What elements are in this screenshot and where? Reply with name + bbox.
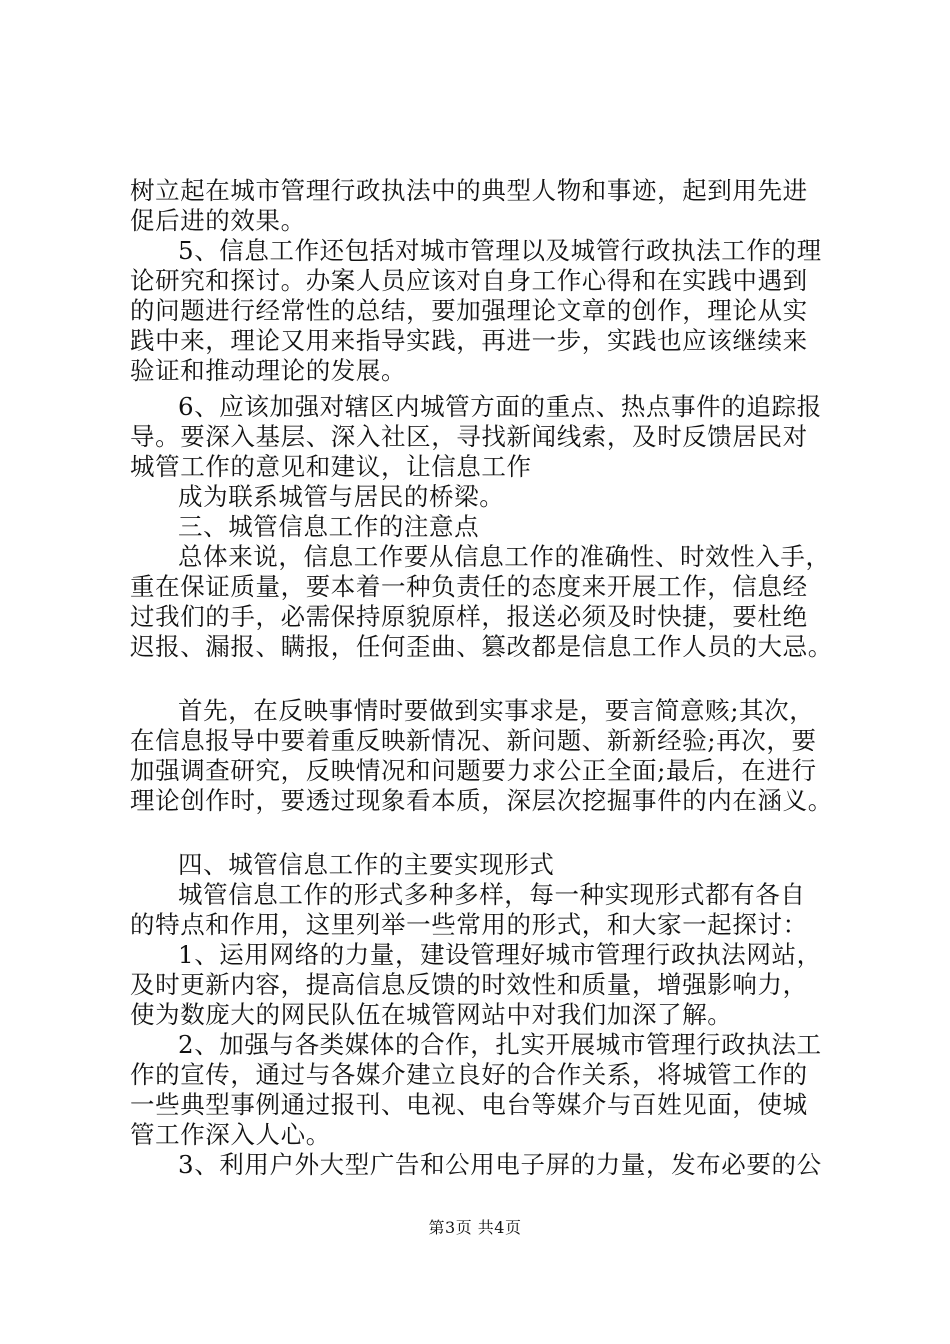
body-text-line: 作的宣传，通过与各媒介建立良好的合作关系，将城管工作的	[130, 1060, 808, 1089]
body-text-line: 践中来，理论又用来指导实践，再进一步，实践也应该继续来	[130, 326, 808, 355]
body-text-line: 2、加强与各类媒体的合作，扎实开展城市管理行政执法工	[178, 1030, 822, 1059]
body-text-line: 6、应该加强对辖区内城管方面的重点、热点事件的追踪报	[178, 392, 822, 421]
body-text-line: 论研究和探讨。办案人员应该对自身工作心得和在实践中遇到	[130, 266, 808, 295]
body-text-line: 5、信息工作还包括对城市管理以及城管行政执法工作的理	[178, 236, 822, 265]
body-text-line: 过我们的手，必需保持原貌原样，报送必须及时快捷，要杜绝	[130, 602, 808, 631]
body-text-line: 管工作深入人心。	[130, 1120, 331, 1149]
body-text-line: 3、利用户外大型广告和公用电子屏的力量，发布必要的公	[178, 1150, 822, 1179]
body-text-line: 加强调查研究，反映情况和问题要力求公正全面;最后，在进行	[130, 756, 817, 785]
body-text-line: 成为联系城管与居民的桥梁。	[178, 482, 505, 511]
body-text-line: 重在保证质量，要本着一种负责任的态度来开展工作，信息经	[130, 572, 808, 601]
body-text-line: 促后进的效果。	[130, 206, 306, 235]
body-text-line: 城管工作的意见和建议，让信息工作	[130, 452, 532, 481]
body-text-line: 城管信息工作的形式多种多样，每一种实现形式都有各自	[178, 880, 806, 909]
body-text-line: 总体来说，信息工作要从信息工作的准确性、时效性入手，	[178, 542, 831, 571]
body-text-line: 在信息报导中要着重反映新情况、新问题、新新经验;再次，要	[130, 726, 817, 755]
body-text-line: 理论创作时，要透过现象看本质，深层次挖掘事件的内在涵义。	[130, 786, 833, 815]
body-text-line: 验证和推动理论的发展。	[130, 356, 407, 385]
body-text-line: 迟报、漏报、瞒报，任何歪曲、篡改都是信息工作人员的大忌。	[130, 632, 833, 661]
body-text-line: 的特点和作用，这里列举一些常用的形式，和大家一起探讨：	[130, 910, 808, 939]
body-text-line: 及时更新内容，提高信息反馈的时效性和质量，增强影响力，	[130, 970, 808, 999]
body-text-line: 首先，在反映事情时要做到实事求是，要言简意赅;其次，	[178, 696, 815, 725]
body-text-line: 1、运用网络的力量，建设管理好城市管理行政执法网站，	[178, 940, 822, 969]
body-text-line: 树立起在城市管理行政执法中的典型人物和事迹，起到用先进	[130, 176, 808, 205]
body-text-line: 导。要深入基层、深入社区，寻找新闻线索，及时反馈居民对	[130, 422, 808, 451]
body-text-line: 一些典型事例通过报刊、电视、电台等媒介与百姓见面，使城	[130, 1090, 808, 1119]
section-heading: 三、城管信息工作的注意点	[178, 512, 480, 541]
page-number-footer: 第3页 共4页	[428, 1218, 522, 1237]
body-text-line: 的问题进行经常性的总结，要加强理论文章的创作，理论从实	[130, 296, 808, 325]
body-text-line: 使为数庞大的网民队伍在城管网站中对我们加深了解。	[130, 1000, 733, 1029]
section-heading: 四、城管信息工作的主要实现形式	[178, 850, 555, 879]
